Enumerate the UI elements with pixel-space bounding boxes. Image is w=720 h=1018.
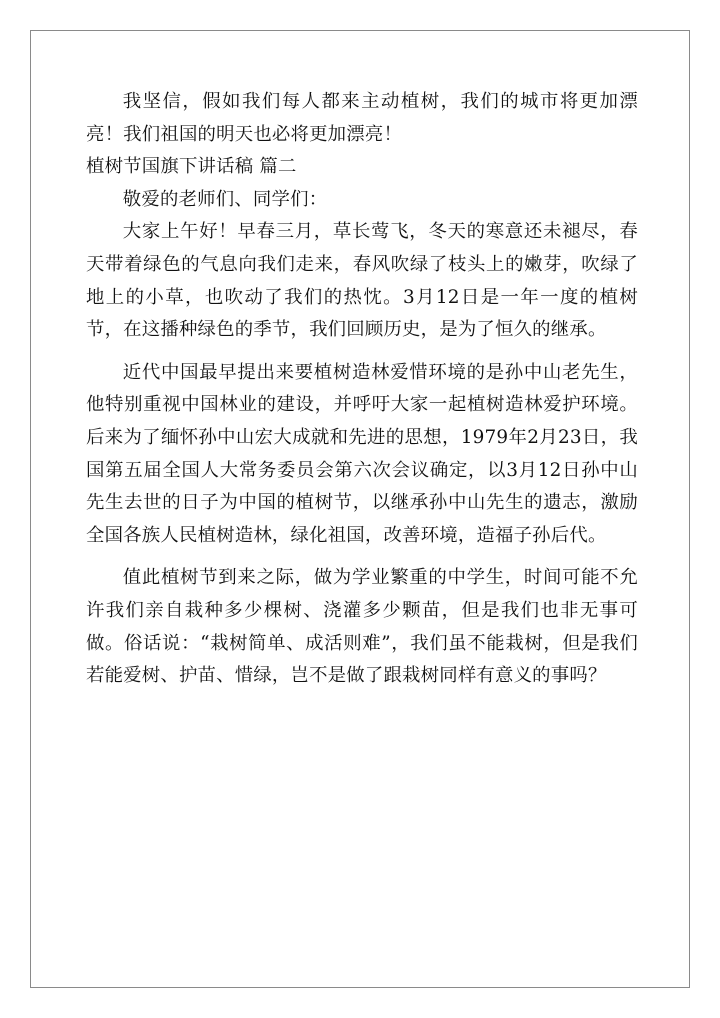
greeting: 敬爱的老师们、同学们：	[122, 188, 328, 210]
paragraph-students: 值此植树节到来之际，做为学业繁重的中学生，时间可能不允许我们亲自栽种多少棵树、浇灌多少颗苗，但是我们也非无事可做。俗话说：“栽树简单、成活则难”，我们虽不能栽树，但是我们若能爱树、护苗、惜绿，岂不是做了跟栽树同样有意义的事吗？	[86, 567, 638, 687]
section-title: 植树节国旗下讲话稿 篇二	[86, 156, 297, 178]
paragraph-conclusion: 我坚信，假如我们每人都来主动植树，我们的城市将更加漂亮！我们祖国的明天也必将更加漂亮！	[86, 91, 638, 145]
paragraph-opening: 大家上午好！早春三月，草长莺飞，冬天的寒意还未褪尽，春天带着绿色的气息向我们走来，春风吹绿了枝头上的嫩芽，吹绿了地上的小草，也吹动了我们的热忱。3月12日是一年一度的植树节，在这播种绿色的季节，我们回顾历史，是为了恒久的继承。	[86, 221, 638, 341]
paragraph-history: 近代中国最早提出来要植树造林爱惜环境的是孙中山老先生，他特别重视中国林业的建设，并呼吁大家一起植树造林爱护环境。后来为了缅怀孙中山宏大成就和先进的思想，1979年2月23日，我国第五届全国人大常务委员会第六次会议确定，以3月12日孙中山先生去世的日子为中国的植树节，以继承孙中山先生的遗志，激励全国各族人民植树造林，绿化祖国，改善环境，造福子孙后代。	[86, 361, 638, 546]
document-body	[86, 86, 638, 693]
